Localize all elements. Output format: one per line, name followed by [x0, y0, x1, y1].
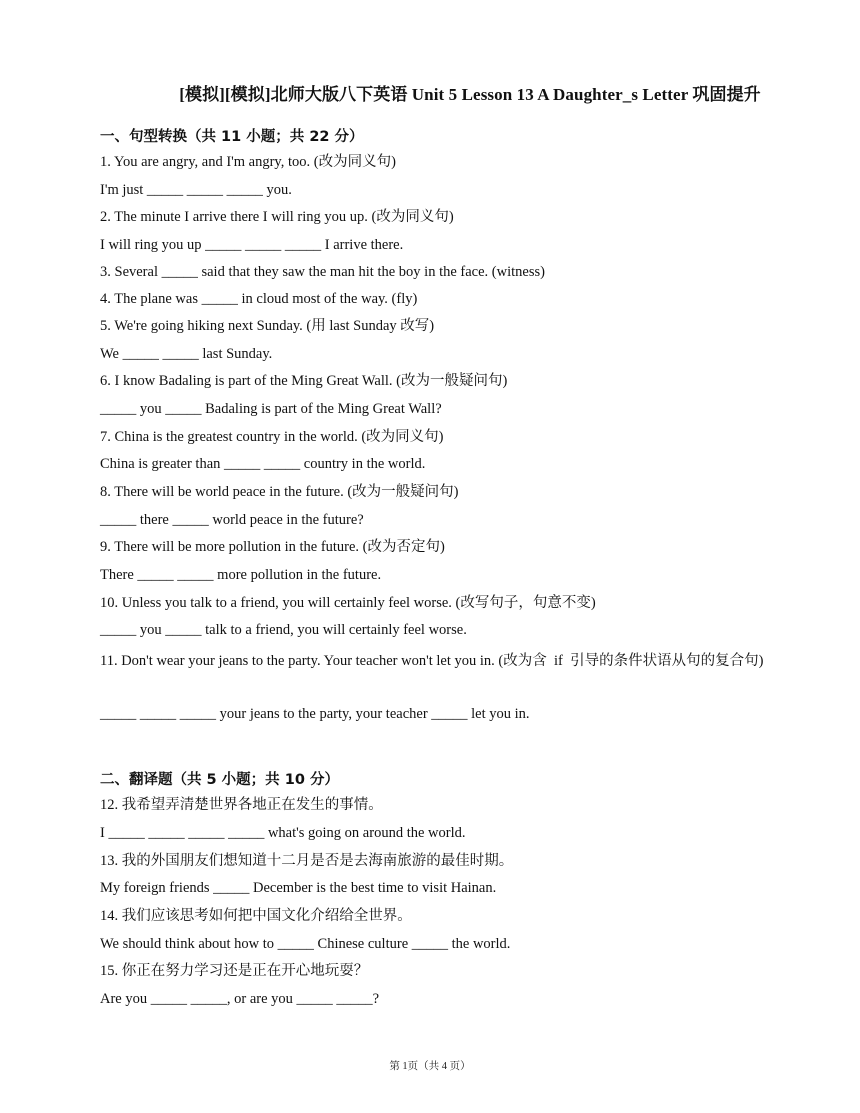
answer-line: China is greater than _____ _____ country in the world. [100, 456, 426, 472]
question-line: 1. You are angry, and I'm angry, too. (改为同义句) [100, 154, 396, 170]
answer-line: We should think about how to _____ Chinese culture _____ the world. [100, 936, 511, 952]
section-heading-sentence-transformation: 一、句型转换（共 11 小题；共 22 分） [100, 129, 364, 145]
question-line: 8. There will be world peace in the future. (改为一般疑问句) [100, 484, 459, 500]
question-line: 5. We're going hiking next Sunday. (用 last Sunday 改写) [100, 318, 435, 334]
document-title: [模拟][模拟]北师大版八下英语 Unit 5 Lesson 13 A Daughter_s Letter 巩固提升 [179, 85, 761, 104]
answer-line: I _____ _____ _____ _____ what's going on around the world. [100, 825, 466, 841]
page-footer: 第 1页（共 4 页） [389, 1061, 471, 1072]
question-line: 14. 我们应该思考如何把中国文化介绍给全世界。 [100, 908, 412, 924]
section-heading-translation: 二、翻译题（共 5 小题；共 10 分） [100, 772, 339, 788]
question-line: 3. Several _____ said that they saw the man hit the boy in the face. (witness) [100, 264, 545, 280]
answer-line: _____ you _____ talk to a friend, you will certainly feel worse. [100, 622, 467, 638]
answer-line: _____ you _____ Badaling is part of the Ming Great Wall? [100, 401, 442, 417]
question-line: 2. The minute I arrive there I will ring you up. (改为同义句) [100, 209, 454, 225]
answer-line: I will ring you up _____ _____ _____ I arrive there. [100, 237, 404, 253]
answer-line: I'm just _____ _____ _____ you. [100, 182, 292, 198]
question-line: 10. Unless you talk to a friend, you will certainly feel worse. (改写句子，句意不变) [100, 595, 596, 611]
question-line: 6. I know Badaling is part of the Ming Great Wall. (改为一般疑问句) [100, 373, 508, 389]
answer-line: _____ there _____ world peace in the future? [100, 512, 364, 528]
answer-line: There _____ _____ more pollution in the future. [100, 567, 382, 583]
question-line: 4. The plane was _____ in cloud most of the way. (fly) [100, 291, 418, 307]
question-line: 7. China is the greatest country in the world. (改为同义句) [100, 429, 444, 445]
question-line: 15. 你正在努力学习还是正在开心地玩耍？ [100, 963, 369, 979]
answer-line: We _____ _____ last Sunday. [100, 346, 273, 362]
question-line: 11. Don't wear your jeans to the party. Your teacher won't let you in. (改为含 if 引导的条件状语从句的复合句) [100, 653, 764, 669]
question-line: 12. 我希望弄清楚世界各地正在发生的事情。 [100, 797, 383, 813]
answer-line: Are you _____ _____, or are you _____ _____? [100, 991, 380, 1007]
question-line: 13. 我的外国朋友们想知道十二月是否是去海南旅游的最佳时期。 [100, 853, 514, 869]
answer-line: _____ _____ _____ your jeans to the party, your teacher _____ let you in. [100, 706, 530, 722]
question-line: 9. There will be more pollution in the future. (改为否定句) [100, 539, 445, 555]
answer-line: My foreign friends _____ December is the best time to visit Hainan. [100, 880, 497, 896]
